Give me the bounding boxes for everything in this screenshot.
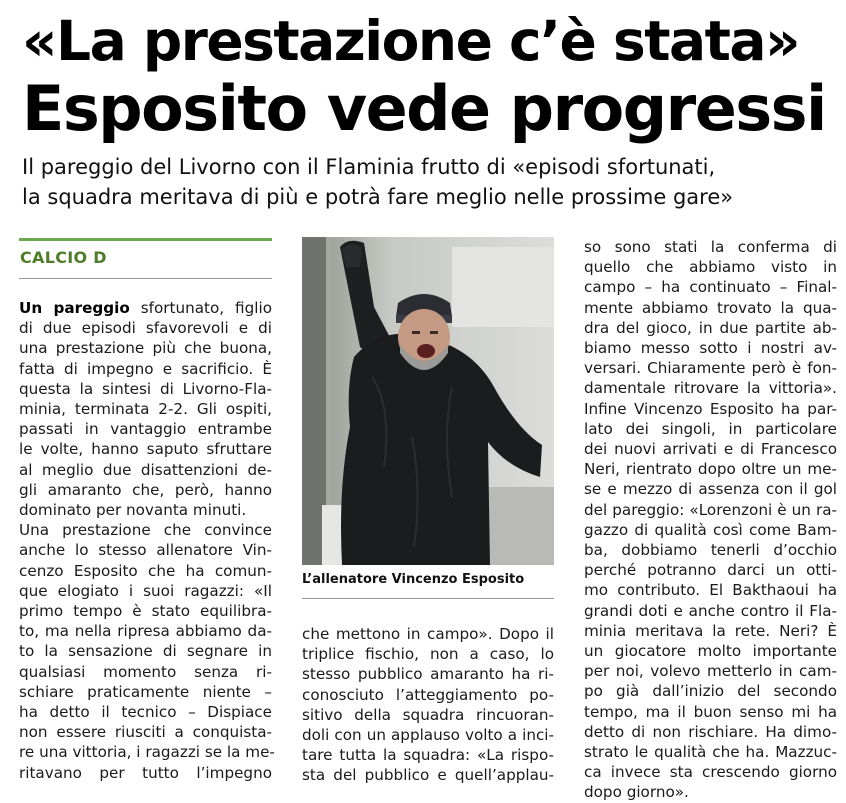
section-accent-bar: [19, 238, 272, 241]
article-line: sta del pubblico e quell’applau-: [302, 766, 554, 785]
article-line: sitivo della squadra rincuoran-: [302, 705, 554, 724]
article-line: le volte, hanno saputo sfruttare: [19, 440, 272, 459]
article-line: conosciuto l’atteggiamento po-: [302, 685, 554, 704]
article-line: damentale ritrovare la vittoria».: [584, 379, 837, 398]
coach-photo: [302, 237, 554, 565]
article-line: re una vittoria, i ragazzi se la me-: [19, 743, 275, 762]
article-line: tempo, ma il buon senso mi ha: [584, 702, 837, 721]
article-line: qualsiasi momento senza ri-: [19, 662, 272, 681]
article-line: dominato per novanta minuti.: [19, 501, 247, 520]
article-line: minia, terminata 2-2. Gli ospiti,: [19, 400, 272, 419]
article-line: del pareggio: «Lorenzoni è un ra-: [584, 500, 837, 519]
article-line: perché potranno darci un otti-: [584, 561, 837, 580]
article-line: passati in vantaggio entrambe: [19, 420, 272, 439]
article-line: che mettono in campo». Dopo il: [302, 625, 554, 643]
article-column-1: [19, 298, 275, 783]
article-line: tare tutta la squadra: «La rispo-: [302, 746, 554, 765]
article-line: Infine Vincenzo Esposito ha par-: [584, 399, 837, 418]
article-line: dei nuovi arrivati e di Francesco: [584, 440, 837, 459]
article-line: strato le qualità che ha. Mazzuc-: [584, 743, 837, 762]
article-line: [19, 298, 272, 318]
article-line: lato dei singoli, in particolare: [584, 419, 837, 438]
article-line: primo tempo è stato equilibra-: [19, 602, 272, 621]
article-line: to, ma nella ripresa abbiamo da-: [19, 622, 272, 641]
article-line: fatta di impegno e sacrificio. È: [19, 359, 272, 378]
article-column-2: [302, 624, 554, 786]
article-line: se e mezzo di assenza con il gol: [584, 480, 837, 499]
article-line: gli amaranto che, però, hanno: [19, 480, 272, 499]
article-line: triplice fischio, non a caso, lo: [302, 645, 554, 664]
article-lead: Un pareggio: [19, 299, 130, 317]
article-lead-rest: sfortunato, figlio: [129, 299, 272, 317]
article-line: gazzo di qualità così come Bam-: [584, 520, 837, 539]
article-line: dopo giorno».: [584, 783, 689, 802]
article-line: una prestazione più che buona,: [19, 339, 272, 358]
section-label: CALCIO D: [20, 248, 107, 267]
article-line: biamo messo sotto i nostri av-: [584, 339, 837, 358]
article-line: di due episodi sfavorevoli e di: [19, 319, 272, 338]
article-line: mente abbiamo trovato la qua-: [584, 298, 837, 317]
subheadline: [22, 152, 837, 212]
headline: [22, 8, 837, 144]
article-line: ha detto il tecnico – Dispiace: [19, 703, 272, 722]
subheadline-line-2: la squadra meritava di più e potrà fare meglio nelle prossime gare»: [22, 185, 734, 209]
article-line: que elogiato i suoi ragazzi: «Il: [19, 581, 272, 600]
article-line: per noi, volevo metterlo in cam-: [584, 662, 837, 681]
article-line: stesso pubblico amaranto ha ri-: [302, 665, 554, 684]
article-line: campo – ha continuato – Final-: [584, 278, 837, 297]
subheadline-line-1: Il pareggio del Livorno con il Flaminia frutto di «episodi sfortunati,: [22, 155, 716, 179]
article-line: ritavano per tutto l’impegno: [19, 763, 272, 782]
article-line: schiare praticamente niente –: [19, 682, 272, 701]
article-line: to la sensazione di segnare in: [19, 642, 272, 661]
article-column-3: [584, 237, 837, 803]
article-line: ca invece sta crescendo giorno: [584, 763, 837, 782]
caption-divider: [302, 598, 554, 599]
article-line: grandi doti e anche contro il Fla-: [584, 601, 837, 620]
article-line: quello che abbiamo visto in: [584, 258, 837, 277]
article-line: questa la sintesi di Livorno-Fla-: [19, 379, 272, 398]
photo-caption: L’allenatore Vincenzo Esposito: [302, 572, 525, 587]
article-line: so sono stati la conferma di: [584, 238, 837, 256]
article-line: Neri, rientrato dopo oltre un me-: [584, 460, 837, 479]
article-line: versari. Chiaramente però è fon-: [584, 359, 837, 378]
article-line: mo contributo. El Bakthaoui ha: [584, 581, 837, 600]
article-line: non essere riusciti a conquista-: [19, 723, 272, 742]
section-divider: [19, 278, 272, 279]
article-line: Una prestazione che convince: [19, 521, 272, 540]
article-line: dra del gioco, in due partite ab-: [584, 318, 837, 337]
article-line: doli con un applauso volto a inci-: [302, 726, 554, 745]
article-line: detto di non rischiare. Ha dimo-: [584, 722, 837, 741]
article-line: po già dall’inizio del secondo: [584, 682, 837, 701]
article-line: ba, dobbiamo tenerli d’occhio: [584, 541, 837, 560]
article-line: minia meritava la rete. Neri? È: [584, 621, 837, 640]
headline-line-2: Esposito vede progressi: [22, 72, 826, 145]
coach-photo-image: [302, 237, 554, 565]
article-line: al meglio due disattenzioni de-: [19, 460, 272, 479]
article-line: un giocatore molto importante: [584, 642, 837, 661]
article-line: cenzo Esposito che ha comun-: [19, 561, 272, 580]
headline-line-1: «La prestazione c’è stata»: [22, 9, 800, 73]
article-line: anche lo stesso allenatore Vin-: [19, 541, 272, 560]
